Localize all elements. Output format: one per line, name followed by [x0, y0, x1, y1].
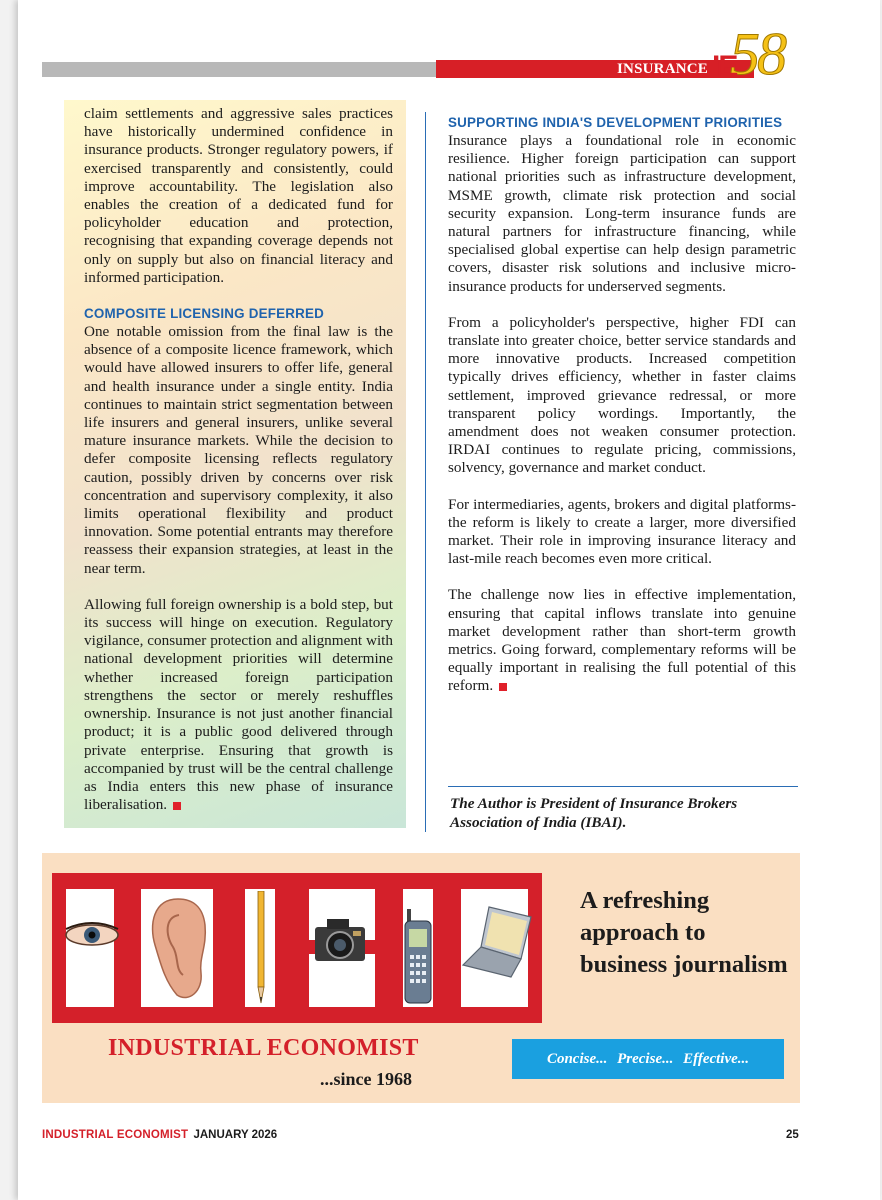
anniversary-number: 58 [730, 21, 784, 87]
right-paragraph-3: For intermediaries, agents, brokers and digital platforms- the reform is likely to create a larger, more diversified market. Their role in improving insurance literacy and last-mile reach becomes even more critical. [448, 495, 796, 568]
page-number: 25 [786, 1129, 799, 1141]
right-paragraph-1: Insurance plays a foundational role in economic resilience. Higher foreign participation can support national priorities such as infrastructure development, MSME growth, climate risk protection and social security expansion. Long-term insurance funds are natural partners for infrastructure financing, while specialised global expertise can help design parametric covers, disaster risk solutions and inclusive micro-insurance products for underserved segments. [448, 132, 796, 295]
footer-date: JANUARY 2026 [193, 1129, 278, 1141]
right-column [448, 114, 796, 696]
ad-tile-pencil [227, 873, 295, 1023]
subhead-composite-licensing: COMPOSITE LICENSING DEFERRED [84, 306, 324, 322]
ad-headline: A refreshing approach to business journalism [580, 887, 788, 978]
left-paragraph-1: claim settlements and aggressive sales practices have historically undermined confidence in insurance products. Stronger regulatory powers, if exercised transparently and consistently, could improve accountability. The legislation also enables the creation of a dedicated fund for policyholder education and protection, recognising that expanding coverage depends not only on supply but also on financial literacy and informed participation. [84, 105, 393, 286]
ad-tile-eye [52, 873, 127, 1023]
left-column [64, 100, 406, 828]
ad-tile-ear [127, 873, 227, 1023]
mobile-phone-icon [403, 909, 433, 1005]
laptop-icon [459, 903, 539, 983]
end-mark-icon [173, 802, 181, 810]
right-paragraph-2: From a policyholder's perspective, higher FDI can translate into greater choice, better service standards and more innovative products. Increased competition typically drives efficiency, whether in faster claims settlement, improved grievance redressal, or more transparent policy wordings. Importantly, the amendment does not weaken consumer protection. IRDAI continues to regulate pricing, commissions, solvency, governance and market conduct. [448, 313, 796, 477]
end-mark-icon [499, 683, 507, 691]
ad-brand-name: INDUSTRIAL ECONOMIST [108, 1035, 419, 1061]
ear-icon [145, 895, 211, 1003]
column-divider [425, 112, 426, 832]
section-label: INSURANCE [617, 61, 708, 77]
ad-tile-laptop [447, 873, 542, 1023]
header-grey-bar [42, 62, 450, 77]
eye-icon [62, 921, 122, 949]
subhead-development-priorities: SUPPORTING INDIA'S DEVELOPMENT PRIORITIES [448, 115, 783, 130]
ad-tagline: Concise... Precise... Effective... [512, 1039, 784, 1079]
footer-publication: INDUSTRIAL ECONOMIST [42, 1129, 189, 1141]
pencil-icon [255, 891, 267, 1005]
author-divider [448, 786, 798, 787]
ad-since: ...since 1968 [320, 1069, 412, 1089]
left-paragraph-2: One notable omission from the final law is the absence of a composite licence framework, which would have allowed insurers to offer life, general and health insurance under a single entity. India continues to maintain strict segmentation between life insurers and general insurers, unlike several mature insurance markets. While the decision to defer composite licensing reflects regulatory caution, possibly driven by concerns over risk concentration and supervisory complexity, it also limits operational flexibility and product innovation. Some potential entrants may therefore reassess their expansion strategies, at least in the near term. [84, 323, 393, 577]
left-paragraph-3: Allowing full foreign ownership is a bold step, but its success will hinge on execution. Regulatory vigilance, consumer protection and alignment with national development priorities will determine whether increased foreign participation strengthens the sector or merely reshuffles ownership. Insurance is not just another financial product; it is a public good delivered through private enterprise. Ensuring that growth is accompanied by trust will be the central challenge as India enters this new phase of insurance liberalisation. [84, 595, 393, 814]
advertisement [42, 853, 800, 1103]
camera-icon [309, 911, 371, 975]
ad-image-strip [52, 873, 542, 1023]
right-paragraph-4: The challenge now lies in effective implementation, ensuring that capital inflows translate into genuine market development rather than short-term growth metrics. Going forward, complementary reforms will be equally important in realising the full potential of this reform. [448, 586, 796, 695]
ie-logo: IE [712, 50, 737, 83]
ad-tile-camera [295, 873, 389, 1023]
author-note: The Author is President of Insurance Brokers Association of India (IBAI). [450, 795, 738, 831]
footer [42, 1129, 277, 1141]
ad-tile-phone [389, 873, 447, 1023]
